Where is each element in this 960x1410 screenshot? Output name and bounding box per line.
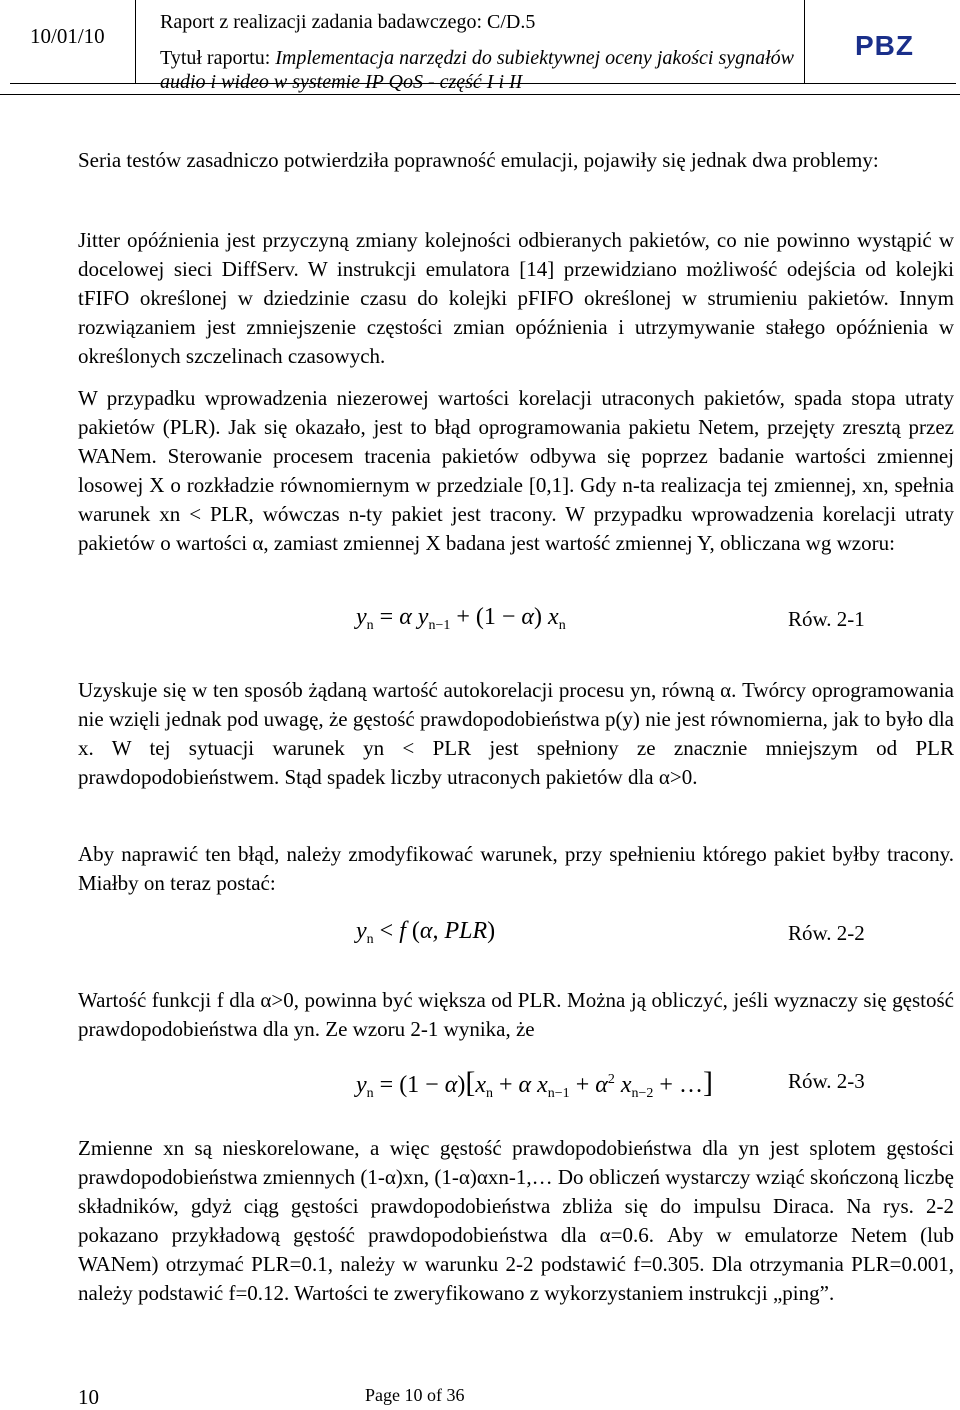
report-subtitle xyxy=(160,46,800,94)
header-date: 10/01/10 xyxy=(30,24,105,48)
header-date-cell xyxy=(10,0,136,84)
footer-page-of: Page 10 of 36 xyxy=(365,1385,465,1405)
paragraph-3: W przypadku wprowadzenia niezerowej wartości korelacji utraconych pakietów, spada stopa utraty pakietów (PLR). Jak się okazało, jest to błąd oprogramowania pakietu Netem, przejęty zresztą przez WANem. Sterowanie procesem tracenia pakietów odbywa się poprzez badanie wartości zmiennej losowej X o rozkładzie równomiernym w przedziale [0,1]. Gdy n-ta realizacja tej zmiennej, xn, spełnia warunek xn < PLR, wówczas n-ty pakiet jest tracony. W przypadku wprowadzenia korelacji utraty pakietów o wartości α, zamiast zmiennej X badana jest wartość zmiennej Y, obliczana wg wzoru: xyxy=(78,386,954,555)
paragraph-1: Seria testów zasadniczo potwierdziła poprawność emulacji, pojawiły się jednak dwa problemy: xyxy=(78,148,879,172)
pbz-logo: PBZ xyxy=(855,30,914,61)
paragraph-4: Uzyskuje się w ten sposób żądaną wartość autokorelacji procesu yn, równą α. Twórcy oprogramowania nie wzięli jednak pod uwagę, że gęstość prawdopodobieństwa p(y) nie jest równomierna, jak to było dla x. W tej sytuacji warunek yn < PLR jest spełniony ze znacznie mniejszym od PLR prawdopodobieństwem. Stąd spadek liczby utraconych pakietów dla α>0. xyxy=(78,678,954,789)
equation-2-1-label: Rów. 2-1 xyxy=(788,607,865,631)
header-divider xyxy=(0,94,960,95)
report-title: Raport z realizacji zadania badawczego: C/D.5 xyxy=(160,11,536,33)
paragraph-7: Zmienne xn są nieskorelowane, a więc gęstość prawdopodobieństwa dla yn jest splotem gęstości prawdopodobieństwa zmiennych (1-α)xn, (1-α)αxn-1,… Do obliczeń wystarczy wziąć skończoną liczbę składników, gdyż ciąg gęstości prawdopodobieństwa zbliża się do impulsu Diraca. Na rys. 2-2 pokazano przykładową gęstość prawdopodobieństwa dla α=0.6. Aby w emulatorze Netem (lub WANem) otrzymać PLR=0.1, należy w warunku 2-2 podstawić f=0.305. Dla otrzymania PLR=0.001, należy podstawić f=0.12. Wartości te zweryfikowano z wykorzystaniem instrukcji „ping”. xyxy=(78,1136,954,1305)
paragraph-2: Jitter opóźnienia jest przyczyną zmiany kolejności odbieranych pakietów, co nie powinno wystąpić w docelowej sieci DiffServ. W instrukcji emulatora [14] przewidziano możliwość odejścia od kolejki tFIFO określonej w dziedzinie czasu do kolejki pFIFO określonej w strumieniu pakietów. Innym rozwiązaniem jest zmniejszenie częstości zmian opóźnienia i utrzymywanie stałego opóźnienia w określonych szczelinach czasowych. xyxy=(78,228,954,368)
equation-2-1: $y_n = \alpha$ $y_{n-1} + (1 - \alpha)$ $x_n$ xyxy=(356,604,566,633)
report-subtitle-label: Tytuł raportu: xyxy=(160,47,276,69)
equation-2-2: $y_n < f$ (α, PLR) xyxy=(356,918,496,947)
footer-page-number: 10 xyxy=(78,1385,99,1409)
equation-2-2-label: Rów. 2-2 xyxy=(788,921,865,945)
equation-2-3-label: Rów. 2-3 xyxy=(788,1069,865,1093)
report-subtitle-value: Implementacja narzędzi do subiektywnej oceny jakości sygnałów audio i wideo w systemie IP QoS - część I i II xyxy=(160,47,795,93)
equation-2-3: $y_n = (1 - \alpha)[x_n + \alpha$ $x_{n-1} + \alpha^2$ $x_{n-2}$ + …] xyxy=(356,1066,713,1101)
page-header xyxy=(10,0,956,93)
header-logo-cell xyxy=(805,0,956,84)
paragraph-6: Wartość funkcji f dla α>0, powinna być większa od PLR. Można ją obliczyć, jeśli wyznaczy się gęstość prawdopodobieństwa dla yn. Ze wzoru 2-1 wynika, że xyxy=(78,988,954,1041)
header-title-cell xyxy=(136,0,805,93)
paragraph-5: Aby naprawić ten błąd, należy zmodyfikować warunek, przy spełnieniu którego pakiet byłby tracony. Miałby on teraz postać: xyxy=(78,842,954,895)
